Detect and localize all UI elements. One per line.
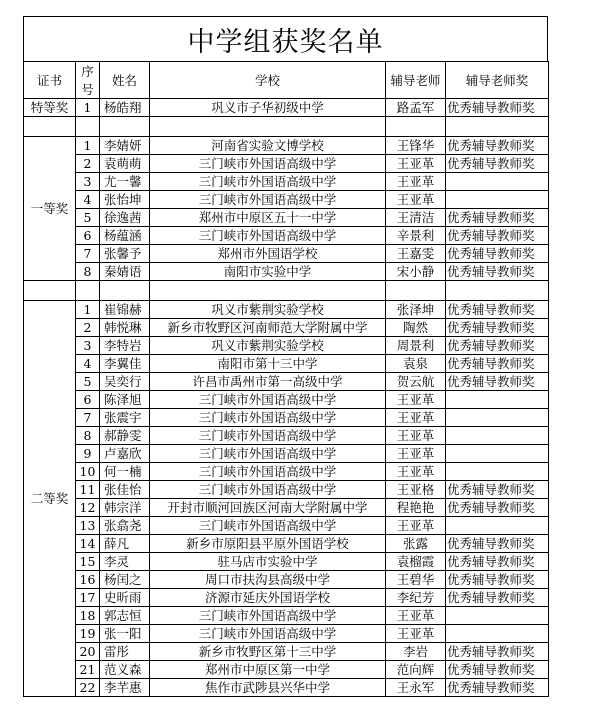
school-cell: 南阳市第十三中学 bbox=[150, 355, 386, 373]
no-cell: 3 bbox=[76, 173, 100, 191]
no-cell: 3 bbox=[76, 337, 100, 355]
no-cell: 7 bbox=[76, 409, 100, 427]
table-row bbox=[24, 191, 549, 209]
teacher-cell: 王亚革 bbox=[386, 625, 446, 643]
table-row bbox=[24, 535, 549, 553]
table-row bbox=[24, 227, 549, 245]
teacher-cell: 王亚革 bbox=[386, 607, 446, 625]
teacher-cell: 王锋华 bbox=[386, 137, 446, 155]
teacher-cell: 李纪芳 bbox=[386, 589, 446, 607]
teacher-cell: 王亚格 bbox=[386, 481, 446, 499]
name-cell: 张震宇 bbox=[100, 409, 150, 427]
empty-cell bbox=[24, 281, 76, 301]
header-row bbox=[24, 62, 549, 99]
school-cell: 济源市延庆外国语学校 bbox=[150, 589, 386, 607]
empty-cell bbox=[386, 117, 446, 137]
award-cell: 优秀辅导教师奖 bbox=[446, 679, 549, 697]
no-cell: 5 bbox=[76, 209, 100, 227]
school-cell: 开封市顺河回族区河南大学附属中学 bbox=[150, 499, 386, 517]
teacher-cell: 袁榴霞 bbox=[386, 553, 446, 571]
school-cell: 三门峡市外国语高级中学 bbox=[150, 427, 386, 445]
award-cell: 优秀辅导教师奖 bbox=[446, 99, 549, 117]
table-row bbox=[24, 463, 549, 481]
no-cell: 8 bbox=[76, 263, 100, 281]
empty-cell bbox=[24, 117, 76, 137]
table-row bbox=[24, 607, 549, 625]
award-cell: 优秀辅导教师奖 bbox=[446, 337, 549, 355]
award-sheet bbox=[23, 16, 548, 697]
table-row bbox=[24, 571, 549, 589]
school-cell: 三门峡市外国语高级中学 bbox=[150, 517, 386, 535]
award-cell bbox=[446, 173, 549, 191]
school-cell: 新乡市牧野区第十三中学 bbox=[150, 643, 386, 661]
teacher-cell: 贺云航 bbox=[386, 373, 446, 391]
name-cell: 李翼佳 bbox=[100, 355, 150, 373]
header-name: 姓名 bbox=[100, 62, 150, 99]
school-cell: 三门峡市外国语高级中学 bbox=[150, 409, 386, 427]
no-cell: 12 bbox=[76, 499, 100, 517]
table-row bbox=[24, 355, 549, 373]
award-cell bbox=[446, 517, 549, 535]
school-cell: 许昌市禹州市第一高级中学 bbox=[150, 373, 386, 391]
school-cell: 三门峡市外国语高级中学 bbox=[150, 481, 386, 499]
name-cell: 袁萌萌 bbox=[100, 155, 150, 173]
name-cell: 韩悦琳 bbox=[100, 319, 150, 337]
name-cell: 李灵 bbox=[100, 553, 150, 571]
name-cell: 雷彤 bbox=[100, 643, 150, 661]
no-cell: 9 bbox=[76, 445, 100, 463]
teacher-cell: 王碧华 bbox=[386, 571, 446, 589]
name-cell: 陈泽旭 bbox=[100, 391, 150, 409]
school-cell: 三门峡市外国语高级中学 bbox=[150, 173, 386, 191]
table-row bbox=[24, 589, 549, 607]
no-cell: 22 bbox=[76, 679, 100, 697]
table-row bbox=[24, 99, 549, 117]
empty-cell bbox=[100, 281, 150, 301]
name-cell: 张翕尧 bbox=[100, 517, 150, 535]
award-cell: 优秀辅导教师奖 bbox=[446, 209, 549, 227]
teacher-cell: 陶然 bbox=[386, 319, 446, 337]
no-cell: 1 bbox=[76, 99, 100, 117]
teacher-cell: 王亚革 bbox=[386, 445, 446, 463]
empty-cell bbox=[386, 281, 446, 301]
name-cell: 张佳怡 bbox=[100, 481, 150, 499]
table-row bbox=[24, 319, 549, 337]
school-cell: 新乡市牧野区河南师范大学附属中学 bbox=[150, 319, 386, 337]
table-row bbox=[24, 679, 549, 697]
table-row bbox=[24, 553, 549, 571]
no-cell: 13 bbox=[76, 517, 100, 535]
teacher-cell: 王亚革 bbox=[386, 427, 446, 445]
school-cell: 驻马店市实验中学 bbox=[150, 553, 386, 571]
header-cert: 证书 bbox=[24, 62, 76, 99]
school-cell: 郑州市外国语学校 bbox=[150, 245, 386, 263]
school-cell: 焦作市武陟县兴华中学 bbox=[150, 679, 386, 697]
award-cell: 优秀辅导教师奖 bbox=[446, 301, 549, 319]
table-row bbox=[24, 137, 549, 155]
school-cell: 周口市扶沟县高级中学 bbox=[150, 571, 386, 589]
table-row bbox=[24, 499, 549, 517]
teacher-cell: 程艳艳 bbox=[386, 499, 446, 517]
award-cell bbox=[446, 191, 549, 209]
name-cell: 郭志恒 bbox=[100, 607, 150, 625]
cert-cell: 特等奖 bbox=[24, 99, 76, 117]
no-cell: 4 bbox=[76, 355, 100, 373]
table-row bbox=[24, 427, 549, 445]
name-cell: 李芊惠 bbox=[100, 679, 150, 697]
table-row bbox=[24, 301, 549, 319]
school-cell: 新乡市原阳县平原外国语学校 bbox=[150, 535, 386, 553]
award-cell: 优秀辅导教师奖 bbox=[446, 589, 549, 607]
no-cell: 19 bbox=[76, 625, 100, 643]
award-cell bbox=[446, 409, 549, 427]
table-row bbox=[24, 155, 549, 173]
teacher-cell: 王清洁 bbox=[386, 209, 446, 227]
table-row bbox=[24, 209, 549, 227]
teacher-cell: 周景利 bbox=[386, 337, 446, 355]
table-row bbox=[24, 245, 549, 263]
school-cell: 南阳市实验中学 bbox=[150, 263, 386, 281]
teacher-cell: 王亚革 bbox=[386, 173, 446, 191]
cert-cell: 一等奖 bbox=[24, 137, 76, 281]
teacher-cell: 王永军 bbox=[386, 679, 446, 697]
award-cell bbox=[446, 391, 549, 409]
teacher-cell: 辛景利 bbox=[386, 227, 446, 245]
name-cell: 秦婧语 bbox=[100, 263, 150, 281]
name-cell: 李婧妍 bbox=[100, 137, 150, 155]
award-cell: 优秀辅导教师奖 bbox=[446, 661, 549, 679]
award-cell: 优秀辅导教师奖 bbox=[446, 481, 549, 499]
teacher-cell: 范向辉 bbox=[386, 661, 446, 679]
table-row bbox=[24, 173, 549, 191]
award-cell bbox=[446, 427, 549, 445]
table-row bbox=[24, 373, 549, 391]
empty-cell bbox=[446, 281, 549, 301]
no-cell: 17 bbox=[76, 589, 100, 607]
teacher-cell: 王亚革 bbox=[386, 191, 446, 209]
empty-cell bbox=[446, 117, 549, 137]
award-cell bbox=[446, 625, 549, 643]
name-cell: 史昕雨 bbox=[100, 589, 150, 607]
name-cell: 卢嘉欣 bbox=[100, 445, 150, 463]
name-cell: 张馨予 bbox=[100, 245, 150, 263]
cert-cell: 二等奖 bbox=[24, 301, 76, 697]
no-cell: 1 bbox=[76, 301, 100, 319]
no-cell: 5 bbox=[76, 373, 100, 391]
no-cell: 6 bbox=[76, 391, 100, 409]
school-cell: 巩义市紫荆实验学校 bbox=[150, 337, 386, 355]
no-cell: 7 bbox=[76, 245, 100, 263]
teacher-cell: 王嘉雯 bbox=[386, 245, 446, 263]
group-gap-row bbox=[24, 117, 549, 137]
table-row bbox=[24, 263, 549, 281]
name-cell: 吴奕行 bbox=[100, 373, 150, 391]
no-cell: 20 bbox=[76, 643, 100, 661]
school-cell: 三门峡市外国语高级中学 bbox=[150, 191, 386, 209]
teacher-cell: 王亚革 bbox=[386, 409, 446, 427]
school-cell: 三门峡市外国语高级中学 bbox=[150, 607, 386, 625]
no-cell: 6 bbox=[76, 227, 100, 245]
teacher-cell: 王亚革 bbox=[386, 155, 446, 173]
table-row bbox=[24, 391, 549, 409]
school-cell: 三门峡市外国语高级中学 bbox=[150, 463, 386, 481]
name-cell: 徐逸茜 bbox=[100, 209, 150, 227]
award-cell: 优秀辅导教师奖 bbox=[446, 155, 549, 173]
no-cell: 2 bbox=[76, 319, 100, 337]
no-cell: 10 bbox=[76, 463, 100, 481]
award-cell bbox=[446, 463, 549, 481]
table-row bbox=[24, 643, 549, 661]
name-cell: 杨闰之 bbox=[100, 571, 150, 589]
award-cell: 优秀辅导教师奖 bbox=[446, 355, 549, 373]
empty-cell bbox=[76, 117, 100, 137]
name-cell: 杨蕴涵 bbox=[100, 227, 150, 245]
empty-cell bbox=[150, 117, 386, 137]
empty-cell bbox=[100, 117, 150, 137]
header-no: 序号 bbox=[76, 62, 100, 99]
name-cell: 薛凡 bbox=[100, 535, 150, 553]
empty-cell bbox=[76, 281, 100, 301]
teacher-cell: 张泽坤 bbox=[386, 301, 446, 319]
table-body bbox=[24, 99, 549, 697]
award-cell: 优秀辅导教师奖 bbox=[446, 319, 549, 337]
school-cell: 三门峡市外国语高级中学 bbox=[150, 227, 386, 245]
award-cell: 优秀辅导教师奖 bbox=[446, 553, 549, 571]
award-cell: 优秀辅导教师奖 bbox=[446, 245, 549, 263]
group-gap-row bbox=[24, 281, 549, 301]
table-row bbox=[24, 409, 549, 427]
no-cell: 2 bbox=[76, 155, 100, 173]
no-cell: 14 bbox=[76, 535, 100, 553]
school-cell: 巩义市紫荆实验学校 bbox=[150, 301, 386, 319]
school-cell: 河南省实验文博学校 bbox=[150, 137, 386, 155]
name-cell: 张怡坤 bbox=[100, 191, 150, 209]
table-row bbox=[24, 481, 549, 499]
award-cell: 优秀辅导教师奖 bbox=[446, 263, 549, 281]
name-cell: 尤一馨 bbox=[100, 173, 150, 191]
no-cell: 21 bbox=[76, 661, 100, 679]
name-cell: 何一楠 bbox=[100, 463, 150, 481]
teacher-cell: 宋小静 bbox=[386, 263, 446, 281]
teacher-cell: 王亚革 bbox=[386, 517, 446, 535]
name-cell: 范义森 bbox=[100, 661, 150, 679]
teacher-cell: 王亚革 bbox=[386, 391, 446, 409]
award-cell: 优秀辅导教师奖 bbox=[446, 373, 549, 391]
table-row bbox=[24, 445, 549, 463]
no-cell: 4 bbox=[76, 191, 100, 209]
empty-cell bbox=[150, 281, 386, 301]
school-cell: 巩义市子华初级中学 bbox=[150, 99, 386, 117]
award-cell bbox=[446, 445, 549, 463]
no-cell: 15 bbox=[76, 553, 100, 571]
table-row bbox=[24, 517, 549, 535]
award-cell: 优秀辅导教师奖 bbox=[446, 499, 549, 517]
name-cell: 杨皓翔 bbox=[100, 99, 150, 117]
award-cell: 优秀辅导教师奖 bbox=[446, 535, 549, 553]
name-cell: 崔锦赫 bbox=[100, 301, 150, 319]
award-cell: 优秀辅导教师奖 bbox=[446, 137, 549, 155]
header-teacher: 辅导老师 bbox=[386, 62, 446, 99]
award-cell bbox=[446, 607, 549, 625]
teacher-cell: 张露 bbox=[386, 535, 446, 553]
award-table bbox=[23, 61, 549, 697]
school-cell: 三门峡市外国语高级中学 bbox=[150, 625, 386, 643]
table-row bbox=[24, 661, 549, 679]
award-cell: 优秀辅导教师奖 bbox=[446, 643, 549, 661]
no-cell: 18 bbox=[76, 607, 100, 625]
school-cell: 郑州市中原区五十一中学 bbox=[150, 209, 386, 227]
name-cell: 李特岩 bbox=[100, 337, 150, 355]
school-cell: 郑州市中原区第一中学 bbox=[150, 661, 386, 679]
name-cell: 郝静雯 bbox=[100, 427, 150, 445]
table-row bbox=[24, 337, 549, 355]
header-award: 辅导老师奖 bbox=[446, 62, 549, 99]
award-cell: 优秀辅导教师奖 bbox=[446, 571, 549, 589]
school-cell: 三门峡市外国语高级中学 bbox=[150, 391, 386, 409]
no-cell: 11 bbox=[76, 481, 100, 499]
school-cell: 三门峡市外国语高级中学 bbox=[150, 445, 386, 463]
school-cell: 三门峡市外国语高级中学 bbox=[150, 155, 386, 173]
award-cell: 优秀辅导教师奖 bbox=[446, 227, 549, 245]
no-cell: 16 bbox=[76, 571, 100, 589]
no-cell: 8 bbox=[76, 427, 100, 445]
teacher-cell: 王亚革 bbox=[386, 463, 446, 481]
name-cell: 张一阳 bbox=[100, 625, 150, 643]
page-title: 中学组获奖名单 bbox=[23, 16, 548, 61]
teacher-cell: 袁泉 bbox=[386, 355, 446, 373]
teacher-cell: 李岩 bbox=[386, 643, 446, 661]
name-cell: 韩宗洋 bbox=[100, 499, 150, 517]
no-cell: 1 bbox=[76, 137, 100, 155]
table-row bbox=[24, 625, 549, 643]
teacher-cell: 路孟军 bbox=[386, 99, 446, 117]
header-school: 学校 bbox=[150, 62, 386, 99]
